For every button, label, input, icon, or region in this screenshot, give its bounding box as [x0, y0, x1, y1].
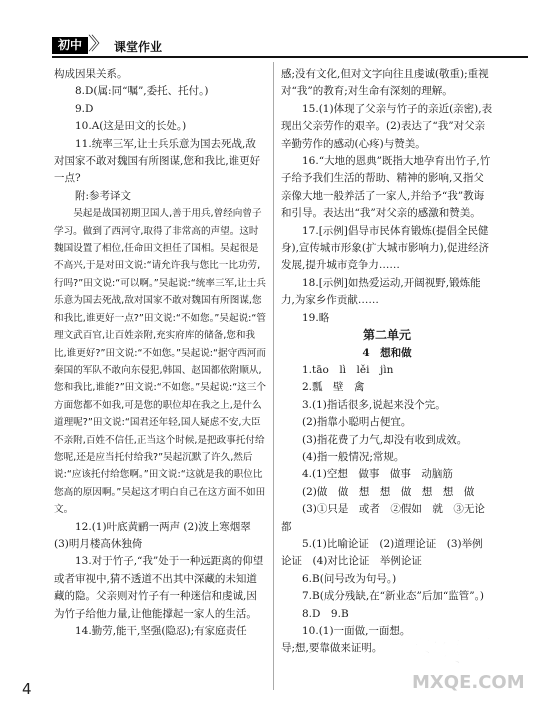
right-column — [281, 66, 496, 658]
answer-11: 11.统率三军,让士兵乐意为国去死战,敌对国家不敢对魏国有所图谋,您和我比,谁更好一点? — [54, 137, 261, 185]
column-divider — [273, 62, 274, 690]
appendix-label: 附:参考译文 — [75, 189, 132, 202]
unit-title: 第二单元 — [362, 328, 411, 343]
watermark-line1: 答案圈 — [402, 635, 492, 670]
page-number: 4 — [22, 680, 32, 698]
u2-answer-6: 6.B(问号改为句号。) — [302, 572, 397, 585]
u2-answer-3-4: (4)指一般情况;常规。 — [302, 450, 405, 463]
page-header — [0, 0, 546, 56]
u2-answer-1: 1.tāo lì lěi jìn — [302, 363, 394, 376]
left-line: 构成因果关系。 — [54, 68, 128, 80]
answer-9: 9.D — [75, 102, 94, 115]
u2-answer-8-9: 8.D 9.B — [302, 607, 349, 620]
answer-8: 8.D(属:同“嘱”,委托、托付。) — [75, 85, 209, 98]
lesson-title: 4 想和做 — [362, 346, 412, 359]
u2-answer-5: 5.(1)比喻论证 (2)道理论证 (3)举例论证 (4)对比论证 举例论证 — [281, 537, 483, 568]
answer-19: 19.略 — [302, 311, 330, 324]
u2-answer-4-2: (2)做 做 想 想 做 想 想 做 — [302, 485, 475, 498]
watermark-line2: MXQE.COM — [412, 672, 525, 693]
answer-14-cont: 感;没有文化,但对文字向往且虔诚(敬重);重视对“我”的教育;对生命有深刻的理解。 — [281, 68, 489, 98]
answer-16: 16.“大地的恩典”既指大地孕育出竹子,竹子给予我们生活的帮助、精神的影响,又指父亲像大地一般养活了一家人,并给予“我”教诲和引导。表达出“我”对父亲的感激和赞美。 — [281, 155, 491, 220]
left-column — [54, 66, 266, 640]
answer-13: 13.对于竹子,“我”处于一种远距离的仰望或者审视中,猜不透道不出其中深藏的未知道藏的隐。父亲则对竹子有一种迷信和虔诚,因为竹子给他力量,让他能撑起一家人的生活。 — [54, 555, 264, 620]
header-title: 课堂作业 — [114, 40, 163, 54]
watermark-logo — [396, 628, 538, 694]
grade-badge: 初中 — [52, 37, 88, 54]
answer-15: 15.(1)体现了父亲与竹子的亲近(亲密),表现出父亲劳作的艰辛。(2)表达了“我”对父亲辛勤劳作的感动(心疼)与赞美。 — [281, 102, 493, 150]
u2-answer-4-1: 4.(1)空想 做事 做事 动脑筋 — [302, 468, 453, 481]
header-rule — [52, 56, 528, 58]
u2-answer-3-2: (2)指靠小聪明占便宜。 — [302, 416, 412, 429]
u2-answer-3-3: (3)指花费了力气,却没有收到成效。 — [302, 433, 468, 446]
answer-12: 12.(1)叶底黄鹂一两声 (2)波上寒烟翠 (3)明月楼高休独倚 — [54, 520, 251, 550]
u2-answer-7: 7.B(成分残缺,在“新业态”后加“监管”。) — [302, 590, 484, 603]
answer-10: 10.A(这是田文的长处。) — [75, 120, 187, 133]
u2-answer-10-cont: 导;想,要靠做来证明。 — [281, 642, 383, 655]
u2-answer-3-1: 3.(1)指话很多,说起来没个完。 — [302, 398, 446, 411]
u2-answer-10: 10.(1)一面做,一面想。 — [302, 625, 411, 637]
answer-17: 17.[示例]倡导市民体育锻炼(提倡全民健身),宣传城市形象(扩大城市影响力),促进经济发展,提升城市竞争力…… — [281, 224, 489, 272]
answer-14: 14.勤劳,能干,坚强(隐忍);有家庭责任 — [75, 625, 247, 637]
answer-18: 18.[示例]如热爱运动,开阔视野,锻炼能力,为家乡作贡献…… — [281, 276, 481, 307]
reference-translation: 吴起是战国初期卫国人,善于用兵,曾经向曾子学习。做到了西河守,取得了非常高的声望。这时魏国设置了相位,任命田文担任了国相。吴起很是不高兴,于是对田文说:“请允许我与您比一比功劳,行吗?”田文说:“可以啊。”吴起说:“统率三军,让士兵乐意为国去死战,敌对国家不敢对魏国有所图谋,您和我比,谁更好一点?”田文说:“不如您。”吴起说:“管理文武百官,让百姓亲附,充实府库的储备,您和我比,谁更好?”田文说:“不如您。”吴起说:“据守西河而秦国的军队不敢向东侵犯,韩国、赵国都依附顺从,您和我比,谁能?”田文说:“不如您。”吴起说:“这三个方面您都不如我,可是您的职位却在我之上,是什么道理呢?”田文说:“国君还年轻,国人疑虑不安,大臣不亲附,百姓不信任,正当这个时候,是把政事托付给您呢,还是应当托付给我?”吴起沉默了许久,然后说:“应该托付给您啊。”田文说:“这就是我的职位比您高的原因啊。”吴起这才明白自己在这方面不如田文。 — [54, 208, 266, 516]
double-chevron-icon: 〉〉 — [88, 34, 103, 55]
u2-answer-2: 2.瓢 壁 禽 — [302, 381, 365, 394]
u2-answer-4-3: (3)①只是 或者 ②假如 就 ③无论 都 — [281, 503, 496, 533]
